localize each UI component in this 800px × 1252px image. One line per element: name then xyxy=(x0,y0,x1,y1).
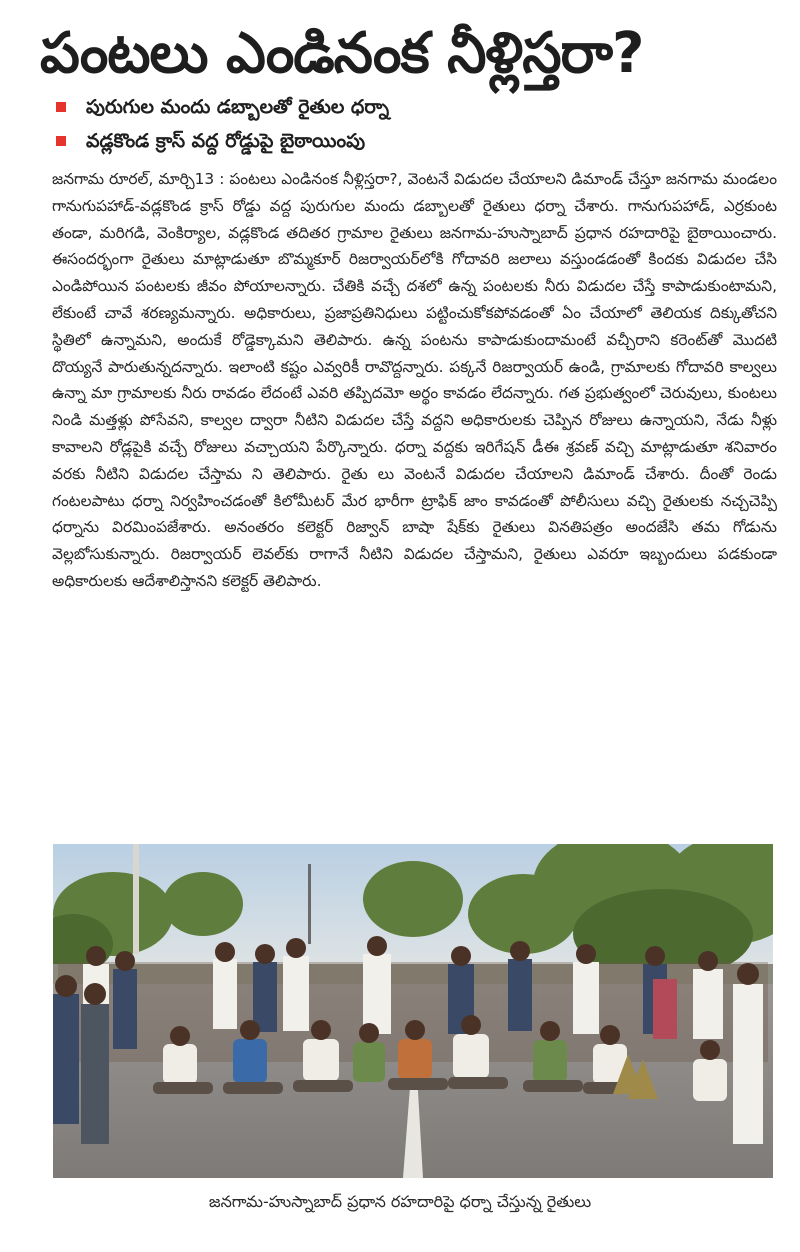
news-photo xyxy=(53,844,773,1178)
subhead-item xyxy=(56,124,776,158)
headline: పంటలు ఎండినంక నీళ్లిస్తరా? xyxy=(40,21,644,86)
photo-caption: జనగామ-హుస్నాబాద్ ప్రధాన రహదారిపై ధర్నా చేస్తున్న రైతులు xyxy=(208,1192,592,1211)
subhead-item xyxy=(56,90,776,124)
protest-photo-illustration xyxy=(53,844,773,1178)
bullet-square-icon xyxy=(56,102,66,112)
article-paragraph: జనగామ రూరల్, మార్చి13 : పంటలు ఎండినంక నీళ్లిస్తరా?, వెంటనే విడుదల చేయాలని డిమాండ్ చేస్తూ జనగామ మండలం గానుగుపహాడ్-వడ్లకొండ క్రాస్ రోడ్డు వద్ద పురుగుల మందు డబ్బాలతో రైతులు ధర్నా చేశారు. గానుగుపహాడ్, ఎర్రకుంట తండా, మరిగడి, వెంకిర్యాల, వడ్లకొండ తదితర గ్రామాల రైతులు జనగామ-హుస్నాబాద్ ప్రధాన రహదారిపై బైఠాయించారు. ఈసందర్భంగా రైతులు మాట్లాడుతూ బొమ్మకూర్ రిజర్వాయర్‌లోకి గోదావరి జలాలు వస్తుండడంతో కిందకు విడుదల చేసి ఎండిపోయిన పంటలకు జీవం పోయాలన్నారు. చేతికి వచ్చే దశలో ఉన్న పంటలకు నీరు విడుదల చేస్తే కాపాడుకుంటామని, లేకుంటే చావే శరణ్యమన్నారు. అధికారులు, ప్రజాప్రతినిధులు పట్టించుకోకపోవడంతో ఏం చేయాలో తెలియక దిక్కుతోచని స్థితిలో ఉన్నామని, అందుకే రోడ్డెక్కామని తెలిపారు. ఉన్న పంటను కాపాడుకుందామంటే వచ్చీరాని కరెంట్‌తో మొదటి దొయ్యనే పారుతున్నదన్నారు. ఇలాంటి కష్టం ఎవ్వరికీ రావొద్దన్నారు. పక్కనే రిజర్వాయర్ ఉండి, గ్రామాలకు గోదావరి కాల్వలు ఉన్నా మా గ్రామాలకు నీరు రావడం లేదంటే ఎవరి తప్పిదమో అర్థం కావడం లేదన్నారు. గత ప్రభుత్వంలో చెరువులు, కుంటలు నిండి మత్తళ్లు పోసేవని, కాల్వల ద్వారా నీటిని విడుదల చేస్తే వద్దని అధికారులకు చెప్పిన రోజులు ఉన్నాయని, నేడు నీళ్లు కావాలని రోడ్లపైకి వచ్చే రోజులు వచ్చాయని పేర్కొన్నారు. ధర్నా వద్దకు ఇరిగేషన్ డీఈ శ్రవణ్ వచ్చి మాట్లాడుతూ శనివారం వరకు నీటిని విడుదల చేస్తామ ని తెలిపారు. రైతు లు వెంటనే విడుదల చేయాలని డిమాండ్ చేశారు. దీంతో రెండు గంటలపాటు ధర్నా నిర్వహించడంతో కిలోమీటర్ మేర భారీగా ట్రాఫిక్ జాం కావడంతో పోలీసులు వచ్చి రైతులకు నచ్చచెప్పి ధర్నాను విరమింపజేశారు. అనంతరం కలెక్టర్ రిజ్వాన్ బాషా షేక్‌కు రైతులు వినతిపత్రం అందజేసి తమ గోడును వెల్లబోసుకున్నారు. రిజర్వాయర్ లెవల్‌కు రాగానే నీటిని విడుదల చేస్తామని, రైతులు ఎవరూ ఇబ్బందులు పడకుండా అధికారులకు ఆదేశాలిస్తానని కలెక్టర్ తెలిపారు. xyxy=(52,170,777,590)
article-body xyxy=(52,166,777,595)
subheadings xyxy=(56,90,776,158)
subhead-text: పురుగుల మందు డబ్బాలతో రైతుల ధర్నా xyxy=(86,96,390,118)
subhead-text: వడ్లకొండ క్రాస్ వద్ద రోడ్డుపై బైఠాయింపు xyxy=(86,130,366,152)
bullet-square-icon xyxy=(56,136,66,146)
